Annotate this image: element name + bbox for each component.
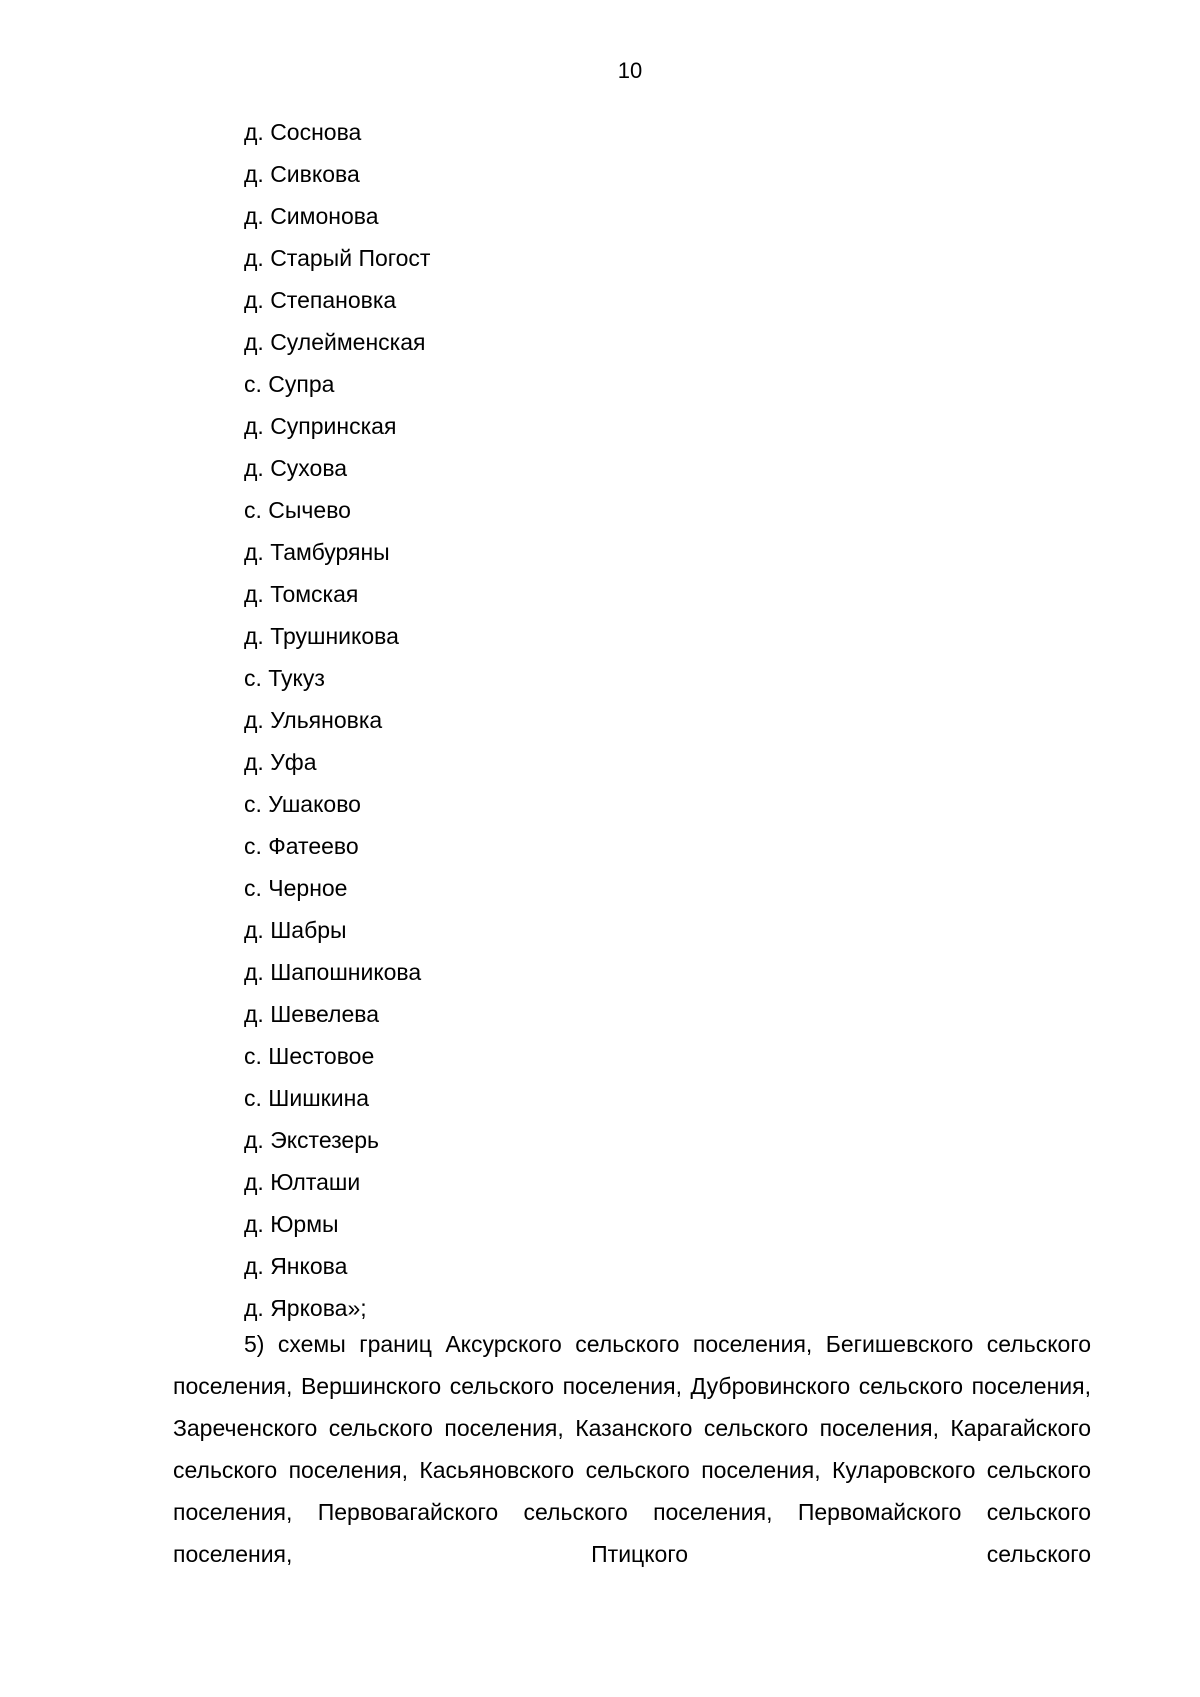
settlement-item: с. Сычево <box>244 497 351 523</box>
settlement-item: с. Шишкина <box>244 1085 370 1111</box>
settlement-item: д. Сивкова <box>244 161 360 187</box>
settlement-item: д. Ульяновка <box>244 707 383 733</box>
settlement-item: д. Шабры <box>244 917 347 943</box>
settlement-item: д. Соснова <box>244 119 362 145</box>
settlement-item: д. Томская <box>244 581 359 607</box>
settlement-item: д. Сухова <box>244 455 348 481</box>
settlement-item: с. Шестовое <box>244 1043 375 1069</box>
settlement-item: д. Тамбуряны <box>244 539 390 565</box>
settlement-item: д. Шевелева <box>244 1001 380 1027</box>
settlement-item: с. Черное <box>244 875 348 901</box>
settlement-list <box>244 116 430 1334</box>
settlement-item: д. Старый Погост <box>244 245 431 271</box>
settlement-item: д. Уфа <box>244 749 317 775</box>
settlement-item: д. Сулейменская <box>244 329 426 355</box>
settlement-item: д. Шапошникова <box>244 959 422 985</box>
settlement-item: д. Супринская <box>244 413 397 439</box>
page-number: 10 <box>617 58 643 83</box>
settlement-item: с. Ушаково <box>244 791 361 817</box>
settlement-item: с. Супра <box>244 371 335 397</box>
settlement-item: д. Юлташи <box>244 1169 361 1195</box>
boundary-schemes-paragraph: 5) схемы границ Аксурского сельского поселения, Бегишевского сельского поселения, Вершинского сельского поселения, Дубровинского сельского поселения, Зареченского сельского поселения, Казанского сельского поселения, Карагайского сельского поселения, Касьяновского сельского поселения, Куларовского сельского поселения, Первовагайского сельского поселения, Первомайского сельского поселения, Птицкого сельского <box>173 1331 1091 1567</box>
settlement-item: д. Степановка <box>244 287 397 313</box>
settlement-item: д. Экстезерь <box>244 1127 379 1153</box>
settlement-item: д. Юрмы <box>244 1211 339 1237</box>
settlement-item: д. Янкова <box>244 1253 348 1279</box>
settlement-item: с. Тукуз <box>244 665 325 691</box>
settlement-item: д. Трушникова <box>244 623 399 649</box>
settlement-item: с. Фатеево <box>244 833 359 859</box>
settlement-item: д. Симонова <box>244 203 379 229</box>
settlement-item: д. Яркова»; <box>244 1295 367 1321</box>
